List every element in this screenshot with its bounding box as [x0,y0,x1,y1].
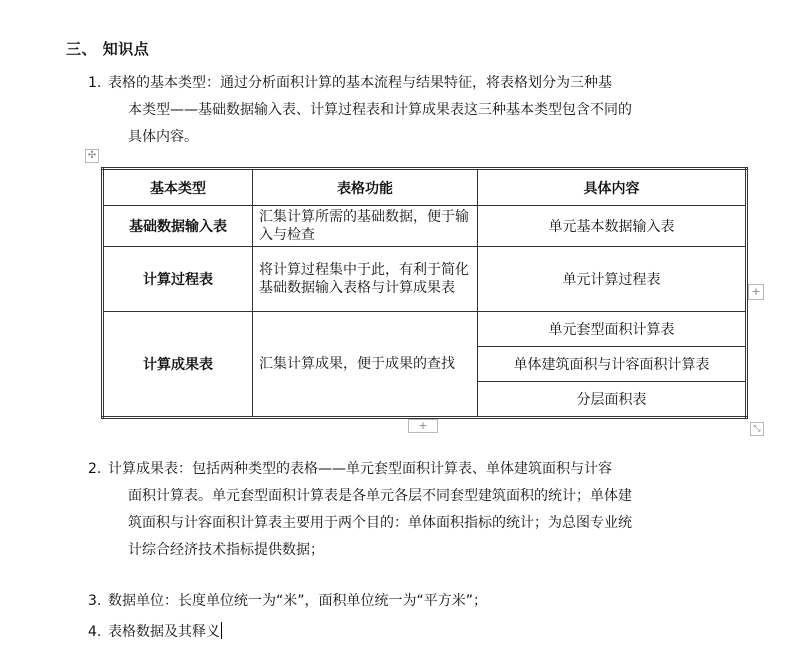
type-cell: 基础数据输入表 [103,206,253,247]
text-cursor [221,622,222,639]
list-item-3 [88,588,748,615]
list-item-4 [88,619,748,646]
paragraph-line: 计综合经济技术指标提供数据； [128,542,324,558]
content-cell: 单元基本数据输入表 [478,206,747,247]
paragraph-line: 数据单位：长度单位统一为“米”，面积单位统一为“平方米”； [108,593,488,609]
function-cell: 将计算过程集中于此，有利于简化基础数据输入表格与计算成果表 [253,247,478,312]
table-header-cell: 具体内容 [478,169,747,206]
content-cell: 分层面积表 [478,382,747,418]
type-cell: 计算过程表 [103,247,253,312]
list-item-1 [88,70,748,151]
knowledge-table [101,167,748,419]
table-move-handle-icon[interactable]: ✣ [85,149,99,163]
paragraph-line: 本类型——基础数据输入表、计算过程表和计算成果表这三种基本类型包含不同的 [128,102,632,118]
list-number: 3. [88,593,102,609]
paragraph-line-container [108,619,748,646]
list-number: 2. [88,461,102,477]
content-cell: 单元套型面积计算表 [478,312,747,347]
paragraph-line: 筑面积与计容面积计算表主要用于两个目的：单体面积指标的统计；为总图专业统 [128,515,632,531]
table-row [103,312,747,347]
table-row [103,206,747,247]
table-resize-handle-icon[interactable]: ⤡ [750,422,764,436]
list-item-2 [88,456,748,564]
table-header-cell: 表格功能 [253,169,478,206]
paragraph-line: 计算成果表：包括两种类型的表格——单元套型面积计算表、单体建筑面积与计容 [108,461,612,477]
type-cell: 计算成果表 [103,312,253,418]
table-row [103,247,747,312]
function-cell: 汇集计算成果，便于成果的查找 [253,312,478,418]
list-number: 1. [88,75,102,91]
paragraph-line: 面积计算表。单元套型面积计算表是各单元各层不同套型建筑面积的统计；单体建 [128,488,632,504]
add-row-button[interactable]: + [408,419,438,433]
function-cell: 汇集计算所需的基础数据，便于输入与检查 [253,206,478,247]
paragraph-line: 表格的基本类型：通过分析面积计算的基本流程与结果特征，将表格划分为三种基 [108,75,612,91]
content-cell: 单元计算过程表 [478,247,747,312]
section-heading: 三、 知识点 [66,40,150,58]
table-header-row [103,169,747,206]
paragraph-line: 具体内容。 [128,129,198,145]
content-cell: 单体建筑面积与计容面积计算表 [478,347,747,382]
add-column-button[interactable]: + [748,284,764,300]
list-number: 4. [88,624,102,640]
table-header-cell: 基本类型 [103,169,253,206]
paragraph-line[interactable]: 表格数据及其释义 [108,624,220,640]
